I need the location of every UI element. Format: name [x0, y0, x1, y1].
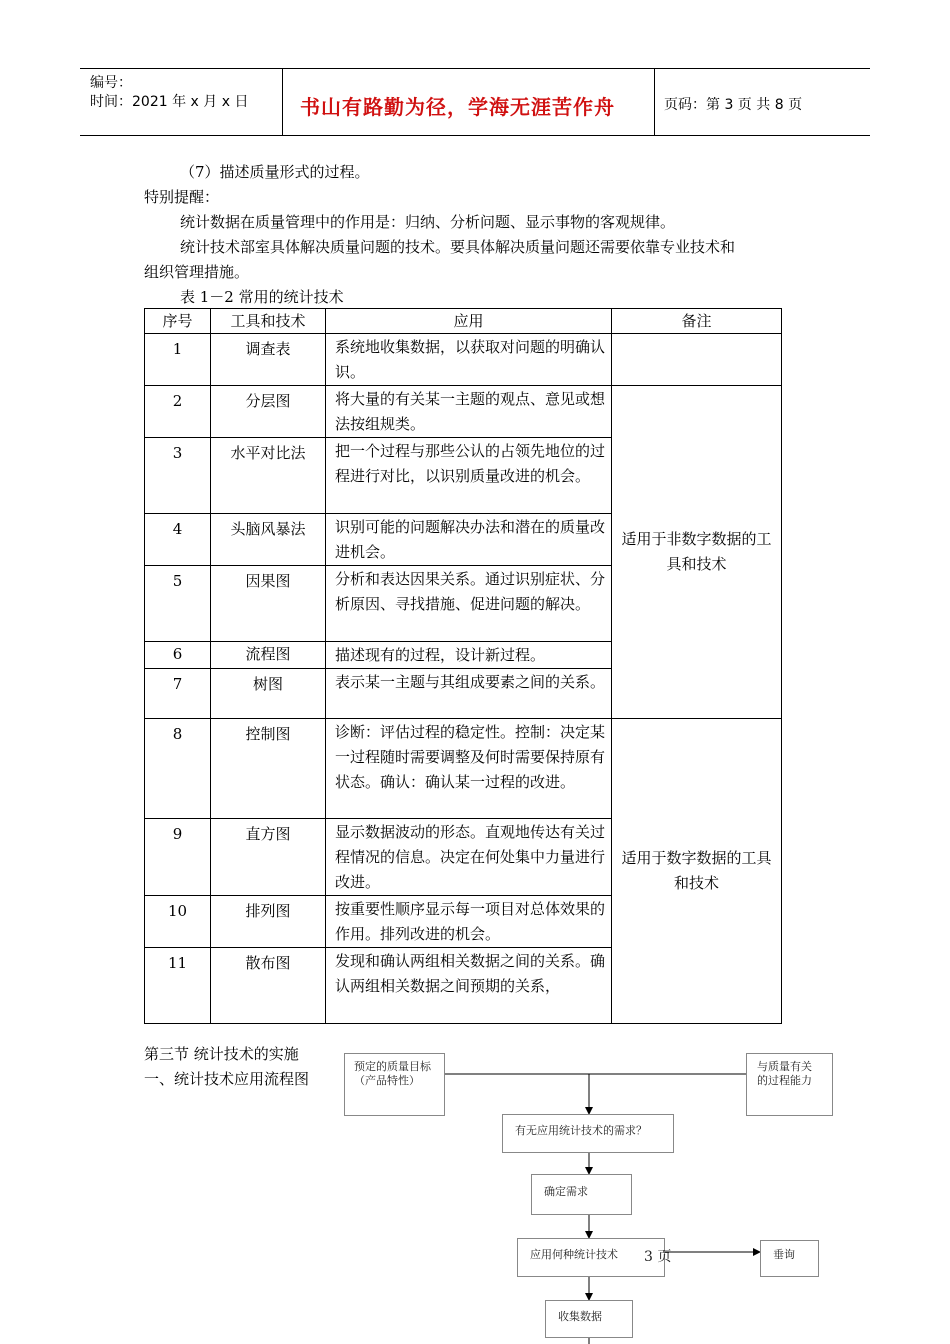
- row-no: 10: [145, 896, 211, 948]
- doc-time-label: 时间：2021 年 x 月 x 日: [90, 94, 249, 110]
- row-tool: 分层图: [211, 386, 326, 438]
- row-tool: 调查表: [211, 334, 326, 386]
- section-title: 第三节 统计技术的实施: [144, 1045, 299, 1063]
- row-application: 诊断：评估过程的稳定性。控制：决定某一过程随时需要调整及何时需要保持原有状态。确认：确认某一过程的改进。: [326, 719, 612, 819]
- table-caption: 表 1－2 常用的统计技术: [180, 288, 344, 306]
- row-no: 11: [145, 948, 211, 1024]
- row-no: 9: [145, 819, 211, 896]
- flow-box-which-technique: 应用何种统计技术: [517, 1238, 665, 1277]
- reminder-para-1: 统计数据在质量管理中的作用是：归纳、分析问题、显示事物的客观规律。: [180, 213, 676, 231]
- row-application: 发现和确认两组相关数据之间的关系。确认两组相关数据之间预期的关系，: [326, 948, 612, 1024]
- row-tool: 排列图: [211, 896, 326, 948]
- note-nonnumeric: 适用于非数字数据的工具和技术: [612, 386, 782, 719]
- row-tool: 水平对比法: [211, 438, 326, 514]
- row-no: 6: [145, 642, 211, 669]
- reminder-para-2a: 统计技术部室具体解决质量问题的技术。要具体解决质量问题还需要依靠专业技术和: [180, 238, 736, 256]
- row-tool: 树图: [211, 669, 326, 719]
- row-tool: 直方图: [211, 819, 326, 896]
- row-tool: 散布图: [211, 948, 326, 1024]
- header-application: 应用: [326, 309, 612, 334]
- row-tool: 控制图: [211, 719, 326, 819]
- row-no: 7: [145, 669, 211, 719]
- note-numeric: 适用于数字数据的工具和技术: [612, 719, 782, 1024]
- row-application: 表示某一主题与其组成要素之间的关系。: [326, 669, 612, 719]
- page-stamp: 3 页: [644, 1249, 672, 1265]
- row-no: 8: [145, 719, 211, 819]
- row-application: 将大量的有关某一主题的观点、意见或想法按组规类。: [326, 386, 612, 438]
- item-7-text: （7）描述质量形式的过程。: [180, 163, 370, 181]
- row-no: 3: [145, 438, 211, 514]
- flow-box-quality-goal: 预定的质量目标（产品特性）: [344, 1053, 445, 1116]
- flow-box-collect-data: 收集数据: [545, 1300, 633, 1338]
- row-no: 1: [145, 334, 211, 386]
- row-application: 分析和表达因果关系。通过识别症状、分析原因、寻找措施、促进问题的解决。: [326, 566, 612, 642]
- flow-box-confirm-need: 确定需求: [531, 1174, 632, 1215]
- flow-box-process-capability: 与质量有关的过程能力: [746, 1053, 833, 1116]
- reminder-title: 特别提醒：: [144, 188, 220, 206]
- row-application: 描述现有的过程，设计新过程。: [326, 642, 612, 669]
- row-application: 按重要性顺序显示每一项目对总体效果的作用。排列改进的机会。: [326, 896, 612, 948]
- row-tool: 因果图: [211, 566, 326, 642]
- row-application: 显示数据波动的形态。直观地传达有关过程情况的信息。决定在何处集中力量进行改进。: [326, 819, 612, 896]
- row-no: 4: [145, 514, 211, 566]
- row-no: 2: [145, 386, 211, 438]
- reminder-para-2b: 组织管理措施。: [144, 263, 250, 281]
- header-motto: 书山有路勤为径，学海无涯苦作舟: [300, 95, 615, 119]
- flow-box-consult: 垂询: [760, 1240, 819, 1277]
- row-application: 系统地收集数据，以获取对问题的明确认识。: [326, 334, 612, 386]
- header-note: 备注: [612, 309, 782, 334]
- row-tool: 头脑风暴法: [211, 514, 326, 566]
- section-subtitle: 一、统计技术应用流程图: [144, 1070, 310, 1088]
- page-info: 页码：第 3 页 共 8 页: [664, 97, 803, 113]
- row-application: 识别可能的问题解决办法和潜在的质量改进机会。: [326, 514, 612, 566]
- doc-number-label: 编号：: [90, 75, 132, 91]
- flow-box-need: 有无应用统计技术的需求？: [502, 1114, 674, 1153]
- header-tool: 工具和技术: [211, 309, 326, 334]
- row-no: 5: [145, 566, 211, 642]
- row-tool: 流程图: [211, 642, 326, 669]
- header-no: 序号: [145, 309, 211, 334]
- row-application: 把一个过程与那些公认的占领先地位的过程进行对比，以识别质量改进的机会。: [326, 438, 612, 514]
